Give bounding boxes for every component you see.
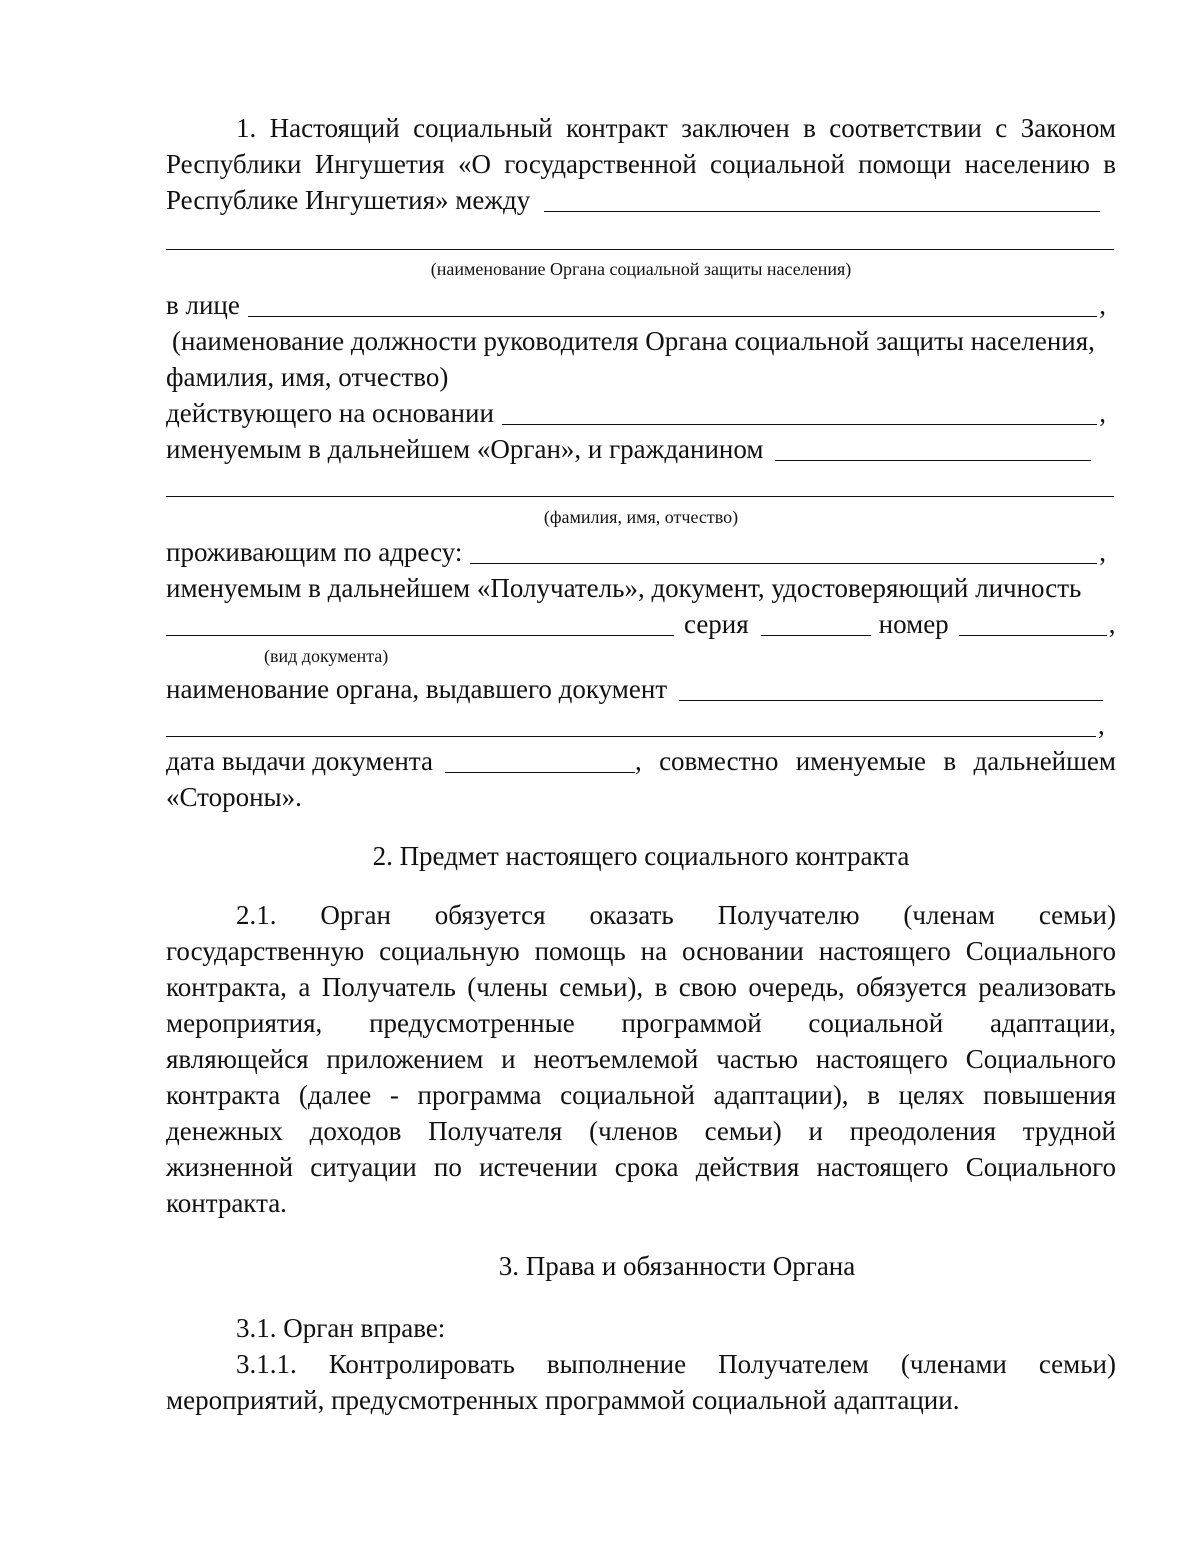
paragraph-2-1-line-4: мероприятия, предусмотренные программой социальной адаптации, <box>166 1008 1116 1038</box>
jointly-named-text: , совместно именуемые в дальнейшем <box>634 746 1116 776</box>
representative-line <box>166 287 1116 323</box>
series-field[interactable] <box>761 609 871 636</box>
paragraph-2-1-line-7: денежных доходов Получателя (членов семьи) и преодоления трудной <box>166 1116 1116 1146</box>
section-2-heading: 2. Предмет настоящего социального контракта <box>372 841 910 871</box>
paragraph-1-line-3 <box>166 182 1116 218</box>
comma: , <box>1099 398 1106 428</box>
acting-basis-label: действующего на основании <box>166 398 494 428</box>
paragraph-2-1-line-1: 2.1. Орган обязуется оказать Получателю (членам семьи) <box>236 900 1116 930</box>
paragraph-2-1-line-5: являющейся приложением и неотъемлемой частью настоящего Социального <box>166 1044 1116 1074</box>
address-line <box>166 534 1116 570</box>
paragraph-2-1-line-3: контракта, а Получатель (члены семьи), в свою очередь, обязуется реализовать <box>166 972 1116 1002</box>
citizen-name-field-line-2[interactable] <box>166 496 1114 497</box>
issuer-label: наименование органа, выдавшего документ <box>166 674 668 704</box>
organ-name-field[interactable] <box>544 185 1100 212</box>
paragraph-1-line-1: 1. Настоящий социальный контракт заключен в соответствии с Законом <box>236 113 1116 143</box>
issuer-line <box>166 671 1116 707</box>
basis-line <box>166 395 1116 431</box>
organ-name-field-line-2[interactable] <box>166 249 1114 250</box>
comma: , <box>1098 710 1105 740</box>
citizen-name-field[interactable] <box>775 434 1091 461</box>
paragraph-3-1: 3.1. Орган вправе: <box>236 1313 446 1343</box>
paragraph-2-1-line-6: контракта (далее - программа социальной адаптации), в целях повышения <box>166 1080 1116 1110</box>
document-type-field[interactable] <box>166 609 674 636</box>
paragraph-1-line-2: Республики Ингушетия «О государственной социальной помощи населению в <box>166 149 1116 179</box>
issuer-field-line-2[interactable] <box>166 710 1096 737</box>
representative-caption-line-1: (наименование должности руководителя Органа социальной защиты населения, <box>172 326 1095 356</box>
paragraph-3-1-1-line-1: 3.1.1. Контролировать выполнение Получателем (членами семьи) <box>236 1349 1116 1379</box>
address-field[interactable] <box>470 537 1097 564</box>
paragraph-2-1-line-2: государственную социальную помощь на основании настоящего Социального <box>166 936 1116 966</box>
paragraph-3-1-1-line-2: мероприятий, предусмотренных программой социальной адаптации. <box>166 1385 960 1415</box>
in-person-label: в лице <box>166 290 240 320</box>
between-text: Республике Ингушетия» между <box>166 185 531 215</box>
issuer-field[interactable] <box>679 674 1103 701</box>
comma: , <box>1099 290 1106 320</box>
citizen-line <box>166 431 1116 467</box>
comma: , <box>1099 537 1106 567</box>
issue-date-label: дата выдачи документа <box>166 746 433 776</box>
series-label: серия <box>684 609 749 639</box>
organ-citizen-label: именуемым в дальнейшем «Орган», и гражданином <box>166 434 764 464</box>
issue-date-field[interactable] <box>445 746 635 773</box>
citizen-name-caption: (фамилия, имя, отчество) <box>543 507 739 527</box>
issuer-line-2 <box>166 707 1116 743</box>
representative-field[interactable] <box>248 290 1097 317</box>
comma: , <box>1108 609 1116 639</box>
number-field[interactable] <box>959 609 1107 636</box>
issue-date-line <box>166 743 1116 779</box>
representative-caption-line-2: фамилия, имя, отчество) <box>166 362 449 392</box>
paragraph-2-1-line-9: контракта. <box>166 1188 287 1218</box>
document-series-line <box>166 606 1116 642</box>
section-3-heading: 3. Права и обязанности Органа <box>498 1251 856 1281</box>
parties-text: «Стороны». <box>166 782 302 812</box>
recipient-document-line: именуемым в дальнейшем «Получатель», документ, удостоверяющий личность <box>166 573 1082 603</box>
number-label: номер <box>878 609 949 639</box>
organ-name-caption: (наименование Органа социальной защиты населения) <box>430 259 852 279</box>
paragraph-2-1-line-8: жизненной ситуации по истечении срока действия настоящего Социального <box>166 1152 1116 1182</box>
basis-field[interactable] <box>502 398 1097 425</box>
document-type-caption: (вид документа) <box>264 646 389 666</box>
address-label: проживающим по адресу: <box>166 537 463 567</box>
